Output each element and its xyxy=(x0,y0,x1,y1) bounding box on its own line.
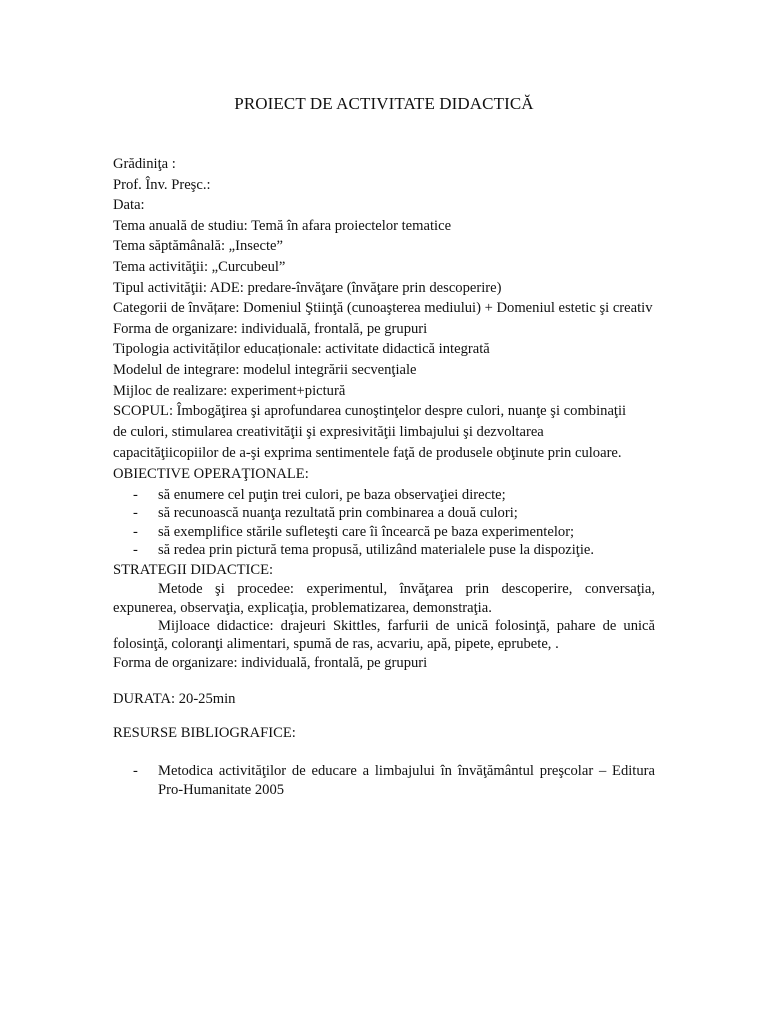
obiective-list xyxy=(113,486,655,560)
field-tema-activitatii: Tema activităţii: „Curcubeul” xyxy=(113,258,286,275)
metode-paragraph: Metode şi procedee: experimentul, învăţarea prin descoperire, conversaţia, expunerea, observaţia, explicaţia, problematizarea, demonstraţia. xyxy=(113,581,655,616)
scopul-paragraph xyxy=(113,401,655,464)
field-categorii: Categorii de învățare: Domeniul Ştiinţă (cunoaşterea mediului) + Domeniul estetic şi creativ xyxy=(113,300,653,317)
field-tipul-activitatii: Tipul activităţii: ADE: predare-învăţare (învăţare prin descoperire) xyxy=(113,279,502,296)
list-item-text: să enumere cel puţin trei culori, pe baza observaţiei directe; xyxy=(158,486,506,503)
list-dash: - xyxy=(133,542,138,559)
forma-organizare-2: Forma de organizare: individuală, frontală, pe grupuri xyxy=(113,655,428,672)
strategii-heading: STRATEGII DIDACTICE: xyxy=(113,561,274,578)
field-modelul-integrare: Modelul de integrare: modelul integrării secvenţiale xyxy=(113,361,417,378)
field-profesor: Prof. Înv. Preşc.: xyxy=(113,176,211,193)
field-forma-organizare: Forma de organizare: individuală, frontală, pe grupuri xyxy=(113,320,428,337)
obiective-heading: OBIECTIVE OPERAŢIONALE: xyxy=(113,466,309,483)
list-item-text: să redea prin pictură tema propusă, utilizând materialele puse la dispoziţie. xyxy=(158,542,595,559)
list-dash: - xyxy=(133,762,138,779)
field-tipologia: Tipologia activităților educaționale: activitate didactică integrată xyxy=(113,341,490,358)
mijloace-paragraph: Mijloace didactice: drajeuri Skittles, farfurii de unică folosinţă, pahare de unică folosinţă, coloranţi alimentari, spumă de ras, acvariu, apă, pipete, eprubete, . xyxy=(113,617,655,652)
list-item xyxy=(113,486,655,505)
document-body xyxy=(113,154,655,800)
list-item-text: să exemplifice stările sufleteşti care îi încearcă pe baza experimentelor; xyxy=(158,523,575,540)
scopul-line: SCOPUL: Îmbogăţirea şi aprofundarea cunoştinţelor despre culori, nuanţe şi combinaţii xyxy=(113,403,627,420)
field-gradinita: Grădiniţa : xyxy=(113,156,176,172)
list-item xyxy=(113,504,655,523)
document-title: PROIECT DE ACTIVITATE DIDACTICĂ xyxy=(234,94,534,113)
list-item-text: să recunoască nuanţa rezultată prin combinarea a două culori; xyxy=(158,505,518,522)
list-item xyxy=(113,523,655,542)
field-data: Data: xyxy=(113,197,145,214)
field-tema-anuala: Tema anuală de studiu: Temă în afara proiectelor tematice xyxy=(113,217,452,234)
field-mijloc-realizare: Mijloc de realizare: experiment+pictură xyxy=(113,382,346,399)
resurse-heading: RESURSE BIBLIOGRAFICE: xyxy=(113,725,296,742)
field-tema-saptamanala: Tema săptămânală: „Insecte” xyxy=(113,238,283,255)
list-item xyxy=(113,541,655,560)
scopul-line: capacităţiicopiilor de a-şi exprima sentimentele faţă de produsele obţinute prin culoare. xyxy=(113,445,622,462)
bibliografie-item xyxy=(113,762,655,800)
scopul-line: de culori, stimularea creativităţii şi expresivităţii limbajului şi dezvoltarea xyxy=(113,424,544,441)
durata: DURATA: 20-25min xyxy=(113,690,236,707)
bibliografie-text: Metodica activităţilor de educare a limbajului în învăţământul preşcolar – Editura Pro-Humanitate 2005 xyxy=(158,762,655,798)
list-dash: - xyxy=(133,505,138,522)
list-dash: - xyxy=(133,523,138,540)
list-dash: - xyxy=(133,486,138,503)
